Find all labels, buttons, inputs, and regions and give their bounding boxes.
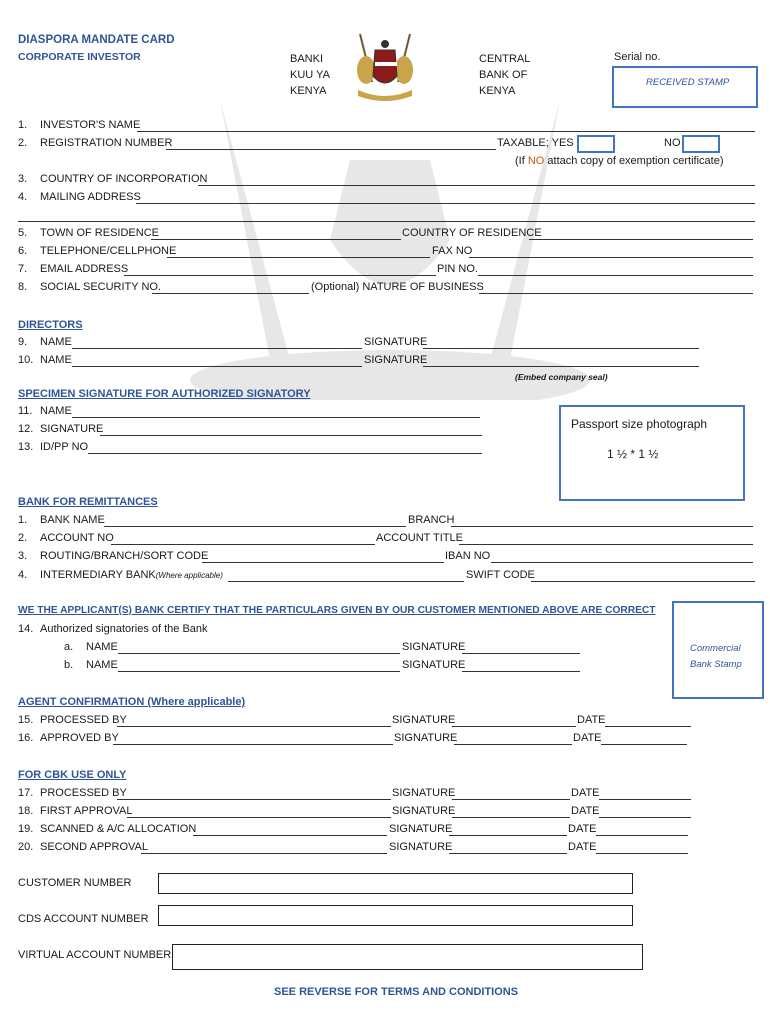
cbk-second-date-field[interactable] [596,853,688,854]
fax-field[interactable] [469,257,753,258]
agent-processed-date-label: DATE [577,714,606,726]
country-residence-label: COUNTRY OF RESIDENCE [402,227,542,239]
investor-name-field[interactable] [137,131,755,132]
cbk-processed-row: 17. PROCESSED BY [18,787,127,799]
passport-photo-label: Passport size photograph [571,417,708,431]
specimen-idpp-row: 13. ID/PP NO [18,441,89,453]
cbk-processed-signature-label: SIGNATURE [392,787,456,799]
pin-field[interactable] [478,275,753,276]
cbk-second-date-label: DATE [568,841,597,853]
cbk-processed-field[interactable] [117,799,391,800]
nature-business-label: (Optional) NATURE OF BUSINESS [311,281,484,293]
cbk-scanned-date-label: DATE [568,823,597,835]
cbk-scanned-signature-label: SIGNATURE [389,823,453,835]
email-row: 7. EMAIL ADDRESS [18,263,129,275]
received-stamp-label: RECEIVED STAMP [646,77,730,88]
nature-business-field[interactable] [479,293,753,294]
agent-approved-date-field[interactable] [601,744,687,745]
intermediary-bank-row: 4. INTERMEDIARY BANK(Where applicable) [18,569,223,581]
bank-signatory-b-signature-label: SIGNATURE [402,659,466,671]
cbk-processed-signature-field[interactable] [452,799,570,800]
cbk-first-date-label: DATE [571,805,600,817]
bank-certify-heading: WE THE APPLICANT(S) BANK CERTIFY THAT THE PARTICULARS GIVEN BY OUR CUSTOMER MENTIONED ABOVE ARE CORRECT [18,605,656,616]
pin-label: PIN NO. [437,263,478,275]
customer-number-label: CUSTOMER NUMBER [18,877,132,889]
social-security-field[interactable] [152,293,309,294]
cbk-second-signature-label: SIGNATURE [389,841,453,853]
agent-processed-field[interactable] [117,726,391,727]
banki-kuu-text: BANKI KUU YA KENYA [290,53,330,97]
specimen-heading: SPECIMEN SIGNATURE FOR AUTHORIZED SIGNATORY [18,388,311,400]
bank-name-row: 1. BANK NAME [18,514,105,526]
agent-processed-signature-label: SIGNATURE [392,714,456,726]
company-seal-note: (Embed company seal) [515,372,608,382]
bank-signatory-b-signature-field[interactable] [462,671,580,672]
bank-remittances-heading: BANK FOR REMITTANCES [18,496,158,508]
taxable-no-checkbox[interactable] [682,135,720,153]
specimen-name-row: 11. NAME [18,405,72,417]
country-incorporation-row: 3. COUNTRY OF INCORPORATION [18,173,208,185]
authorized-signatories-row: 14. Authorized signatories of the Bank [18,623,208,635]
registration-number-field[interactable] [166,149,496,150]
virtual-account-label: VIRTUAL ACCOUNT NUMBER [18,949,172,961]
agent-processed-signature-field[interactable] [452,726,576,727]
taxable-yes-label: TAXABLE; YES [497,137,574,149]
branch-field[interactable] [451,526,753,527]
cds-account-input[interactable] [158,905,633,926]
agent-approved-row: 16. APPROVED BY [18,732,119,744]
telephone-row: 6. TELEPHONE/CELLPHONE [18,245,177,257]
agent-approved-date-label: DATE [573,732,602,744]
routing-row: 3. ROUTING/BRANCH/SORT CODE [18,550,209,562]
taxable-yes-checkbox[interactable] [577,135,615,153]
swift-label: SWIFT CODE [466,569,535,581]
cbk-first-signature-field[interactable] [452,817,570,818]
directors-heading: DIRECTORS [18,319,83,331]
agent-processed-date-field[interactable] [605,726,691,727]
registration-number-row: 2. REGISTRATION NUMBER [18,137,173,149]
director-1-name-field[interactable] [72,348,362,349]
cbk-first-signature-label: SIGNATURE [392,805,456,817]
routing-field[interactable] [202,562,444,563]
received-stamp-box[interactable] [612,66,758,108]
cbk-scanned-row: 19. SCANNED & A/C ALLOCATION [18,823,197,835]
commercial-bank-stamp-box[interactable] [672,601,764,699]
cbk-first-approval-row: 18. FIRST APPROVAL [18,805,133,817]
bank-signatory-a-row: a. NAME [64,641,118,653]
cbk-second-approval-row: 20. SECOND APPROVAL [18,841,148,853]
cbk-scanned-date-field[interactable] [596,835,688,836]
bank-signatory-b-name-field[interactable] [118,671,400,672]
town-residence-field[interactable] [151,239,401,240]
country-incorporation-field[interactable] [198,185,755,186]
cbk-processed-date-field[interactable] [599,799,691,800]
branch-label: BRANCH [408,514,455,526]
bank-name-field[interactable] [104,526,406,527]
bank-signatory-b-row: b. NAME [64,659,118,671]
virtual-account-input[interactable] [172,944,643,970]
cbk-second-signature-field[interactable] [449,853,567,854]
serial-no-label: Serial no. [614,51,661,63]
taxable-no-label: NO [664,137,681,149]
cbk-second-approval-field[interactable] [141,853,387,854]
central-bank-text: CENTRAL BANK OF KENYA [479,53,531,97]
cbk-first-approval-field[interactable] [127,817,391,818]
social-security-row: 8. SOCIAL SECURITY NO. [18,281,162,293]
mailing-address-row: 4. MAILING ADDRESS [18,191,141,203]
cbk-scanned-signature-field[interactable] [449,835,567,836]
form-subtitle: CORPORATE INVESTOR [18,51,141,63]
director-2-row: 10. NAME [18,354,72,366]
agent-confirmation-heading: AGENT CONFIRMATION (Where applicable) [18,696,246,708]
cbk-processed-date-label: DATE [571,787,600,799]
reverse-terms-footer: SEE REVERSE FOR TERMS AND CONDITIONS [274,986,519,998]
fax-label: FAX NO [432,245,473,257]
customer-number-input[interactable] [158,873,633,894]
bank-signatory-a-signature-field[interactable] [462,653,580,654]
agent-approved-field[interactable] [113,744,393,745]
commercial-stamp-label-2: Bank Stamp [690,659,742,670]
director-2-signature-label: SIGNATURE [364,354,428,366]
email-field[interactable] [124,275,436,276]
telephone-field[interactable] [167,257,430,258]
specimen-idpp-field[interactable] [88,453,482,454]
passport-photo-box[interactable] [559,405,745,501]
cbk-use-heading: FOR CBK USE ONLY [18,769,127,781]
iban-label: IBAN NO [445,550,491,562]
coat-of-arms-emblem [350,32,420,102]
account-title-field[interactable] [459,544,753,545]
passport-photo-size: 1 ½ * 1 ½ [607,447,659,461]
mailing-address-field[interactable] [136,203,755,204]
intermediary-bank-field[interactable] [228,581,464,582]
country-residence-field[interactable] [529,239,753,240]
agent-approved-signature-label: SIGNATURE [394,732,458,744]
mailing-address-field-2[interactable] [18,221,755,222]
director-1-signature-label: SIGNATURE [364,336,428,348]
cbk-scanned-field[interactable] [193,835,387,836]
specimen-name-field[interactable] [72,417,480,418]
exemption-note: (If NO attach copy of exemption certificate) [515,155,724,167]
commercial-stamp-label-1: Commercial [690,643,741,654]
account-no-row: 2. ACCOUNT NO [18,532,114,544]
form-title: DIASPORA MANDATE CARD [18,34,175,46]
director-2-name-field[interactable] [72,366,362,367]
cbk-first-date-field[interactable] [599,817,691,818]
agent-processed-row: 15. PROCESSED BY [18,714,127,726]
bank-signatory-a-signature-label: SIGNATURE [402,641,466,653]
director-1-row: 9. NAME [18,336,72,348]
bank-signatory-a-name-field[interactable] [118,653,400,654]
specimen-signature-row: 12. SIGNATURE [18,423,104,435]
swift-field[interactable] [531,581,755,582]
agent-approved-signature-field[interactable] [454,744,572,745]
director-1-signature-field[interactable] [423,348,699,349]
investor-name-row: 1. INVESTOR'S NAME [18,119,141,131]
specimen-signature-field[interactable] [100,435,482,436]
iban-field[interactable] [491,562,753,563]
town-residence-row: 5. TOWN OF RESIDENCE [18,227,159,239]
cds-account-label: CDS ACCOUNT NUMBER [18,913,149,925]
account-no-field[interactable] [111,544,375,545]
account-title-label: ACCOUNT TITLE [376,532,463,544]
director-2-signature-field[interactable] [423,366,699,367]
